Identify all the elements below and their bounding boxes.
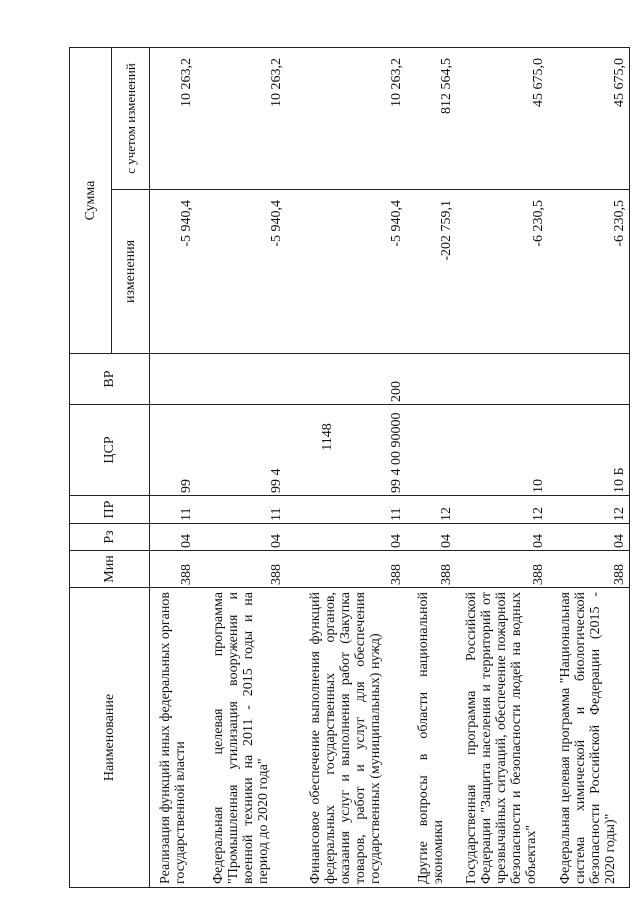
row-changes: -202 759,1 xyxy=(406,190,456,354)
budget-table xyxy=(69,47,630,888)
table-row xyxy=(196,48,286,888)
row-pr: 12 xyxy=(406,496,456,524)
row-min: 388 xyxy=(456,551,548,588)
row-name: Реализация функций иных федеральных органов государственной власти xyxy=(150,588,196,888)
row-with-changes: 45 675,0 xyxy=(548,48,630,190)
row-vr xyxy=(196,354,286,405)
row-csr: 99 4 00 90000 xyxy=(286,405,406,496)
header-csr: ЦСР xyxy=(70,405,150,496)
header-sum: Сумма xyxy=(70,48,112,354)
row-with-changes: 812 564,5 xyxy=(406,48,456,190)
row-name: Государственная программа Российской Федерации "Защита населения и территорий от чрезвычайных ситуаций, обеспечение пожарной безопасности и безопасности людей на водных объектах" xyxy=(456,588,548,888)
row-vr xyxy=(150,354,196,405)
header-changes: изменения xyxy=(112,190,150,354)
header-name: Наименование xyxy=(70,588,150,888)
row-csr: 10 xyxy=(456,405,548,496)
row-name: Федеральная целевая программа "Промышленная утилизация вооружения и военной техники на 2011 - 2015 годы и на период до 2020 года" xyxy=(196,588,286,888)
table-row xyxy=(548,48,630,888)
row-changes: -5 940,4 xyxy=(150,190,196,354)
header-pr: ПР xyxy=(70,496,150,524)
page-number: 1148 xyxy=(320,423,335,451)
row-csr: 99 xyxy=(150,405,196,496)
row-rz: 04 xyxy=(196,524,286,551)
row-with-changes: 45 675,0 xyxy=(456,48,548,190)
row-rz: 04 xyxy=(456,524,548,551)
table-row xyxy=(150,48,196,888)
table-row xyxy=(286,48,406,888)
row-name: Федеральная целевая программа "Национальная система химической и биологической безопасности Российской Федерации (2015 - 2020 годы)" xyxy=(548,588,630,888)
header-min: Мин xyxy=(70,551,150,588)
row-rz: 04 xyxy=(406,524,456,551)
row-min: 388 xyxy=(150,551,196,588)
row-min: 388 xyxy=(548,551,630,588)
row-changes: -5 940,4 xyxy=(196,190,286,354)
row-with-changes: 10 263,2 xyxy=(196,48,286,190)
row-pr: 12 xyxy=(456,496,548,524)
row-pr: 12 xyxy=(548,496,630,524)
row-rz: 04 xyxy=(150,524,196,551)
table-row xyxy=(406,48,456,888)
row-with-changes: 10 263,2 xyxy=(150,48,196,190)
row-csr xyxy=(406,405,456,496)
row-min: 388 xyxy=(196,551,286,588)
row-min: 388 xyxy=(406,551,456,588)
row-vr xyxy=(406,354,456,405)
row-changes: -6 230,5 xyxy=(548,190,630,354)
row-vr: 200 xyxy=(286,354,406,405)
row-csr: 10 Б xyxy=(548,405,630,496)
row-changes: -6 230,5 xyxy=(456,190,548,354)
row-rz: 04 xyxy=(286,524,406,551)
row-csr: 99 4 xyxy=(196,405,286,496)
row-pr: 11 xyxy=(150,496,196,524)
row-vr xyxy=(456,354,548,405)
header-rz: Рз xyxy=(70,524,150,551)
row-pr: 11 xyxy=(196,496,286,524)
table-row xyxy=(456,48,548,888)
rotated-budget-table xyxy=(69,48,627,888)
row-min: 388 xyxy=(286,551,406,588)
row-rz: 04 xyxy=(548,524,630,551)
row-with-changes: 10 263,2 xyxy=(286,48,406,190)
row-vr xyxy=(548,354,630,405)
header-vr: ВР xyxy=(70,354,150,405)
row-name: Финансовое обеспечение выполнения функций федеральных государственных органов, оказания услуг и выполнения работ (Закупка товаров, работ и услуг для обеспечения государственных (муниципальных) нужд) xyxy=(286,588,406,888)
row-changes: -5 940,4 xyxy=(286,190,406,354)
header-with-changes: с учетом изменений xyxy=(112,48,150,190)
row-pr: 11 xyxy=(286,496,406,524)
row-name: Другие вопросы в области национальной экономики xyxy=(406,588,456,888)
